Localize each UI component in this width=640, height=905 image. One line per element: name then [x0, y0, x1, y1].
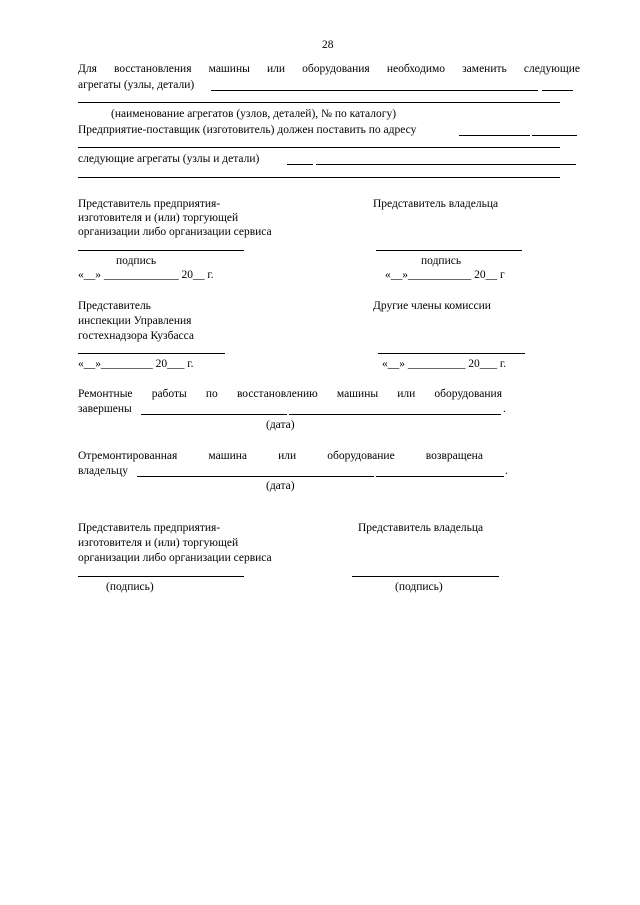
repair-statement: Ремонтные работы по восстановлению машины или оборудования	[78, 388, 502, 400]
sign1-left-line-1: Представитель предприятия-	[78, 198, 221, 210]
sign2-left-line-3: гостехнадзора Кузбасса	[78, 330, 195, 342]
sign1-right-caption: подпись	[421, 255, 462, 267]
sign2-right-date[interactable]: «__» __________ 20___ г.	[382, 358, 507, 370]
sign1-left-line-2: изготовителя и (или) торгующей	[78, 212, 239, 224]
sign3-left-signature-line[interactable]	[78, 576, 244, 577]
sign2-right-signature-line[interactable]	[378, 353, 525, 354]
sign1-left-caption: подпись	[116, 255, 157, 267]
returned-date-line-2[interactable]	[376, 476, 504, 477]
sign2-left-signature-line[interactable]	[78, 353, 225, 354]
sign2-left-line-2: инспекции Управления	[78, 315, 192, 327]
parts-field-line-2[interactable]	[78, 102, 560, 103]
repair-date-line-1[interactable]	[141, 414, 287, 415]
parts-field-line-end[interactable]	[542, 90, 573, 91]
next-parts-label: следующие агрегаты (узлы и детали)	[78, 153, 260, 165]
intro-line-1: Для восстановления машины или оборудования необходимо заменить следующие	[78, 63, 580, 75]
sign3-right-title: Представитель владельца	[358, 522, 484, 534]
returned-period: .	[505, 465, 508, 477]
repair-period: .	[503, 403, 506, 415]
sign1-left-signature-line[interactable]	[78, 250, 244, 251]
sign1-right-signature-line[interactable]	[376, 250, 522, 251]
sign1-left-date[interactable]: «__» _____________ 20__ г.	[78, 269, 214, 281]
parts-caption: (наименование агрегатов (узлов, деталей), № по каталогу)	[111, 108, 397, 120]
sign3-left-caption: (подпись)	[106, 581, 154, 593]
page-number: 28	[322, 39, 334, 51]
supplier-address-line[interactable]	[459, 135, 530, 136]
supplier-label: Предприятие-поставщик (изготовитель) должен поставить по адресу	[78, 124, 417, 136]
repair-label: завершены	[78, 403, 132, 415]
sign3-left-line-2: изготовителя и (или) торгующей	[78, 537, 239, 549]
next-parts-line-start[interactable]	[287, 164, 313, 165]
sign2-right-title: Другие члены комиссии	[373, 300, 491, 312]
sign1-right-date[interactable]: «__»___________ 20__ г	[385, 269, 505, 281]
repair-caption: (дата)	[266, 419, 295, 431]
next-parts-line-2[interactable]	[78, 177, 560, 178]
returned-statement: Отремонтированная машина или оборудование возвращена	[78, 450, 483, 462]
supplier-address-line-2[interactable]	[78, 147, 560, 148]
repair-date-line-2[interactable]	[289, 414, 501, 415]
sign3-left-line-1: Представитель предприятия-	[78, 522, 221, 534]
sign1-right-title: Представитель владельца	[373, 198, 499, 210]
next-parts-line[interactable]	[316, 164, 576, 165]
sign1-left-line-3: организации либо организации сервиса	[78, 226, 272, 238]
sign3-right-signature-line[interactable]	[352, 576, 499, 577]
supplier-address-line-end[interactable]	[532, 135, 577, 136]
parts-label: агрегаты (узлы, детали)	[78, 79, 195, 91]
sign3-right-caption: (подпись)	[395, 581, 443, 593]
returned-caption: (дата)	[266, 480, 295, 492]
returned-label: владельцу	[78, 465, 128, 477]
parts-field-line[interactable]	[211, 90, 538, 91]
sign2-left-line-1: Представитель	[78, 300, 151, 312]
returned-date-line-1[interactable]	[137, 476, 374, 477]
sign2-left-date[interactable]: «__»_________ 20___ г.	[78, 358, 194, 370]
sign3-left-line-3: организации либо организации сервиса	[78, 552, 272, 564]
